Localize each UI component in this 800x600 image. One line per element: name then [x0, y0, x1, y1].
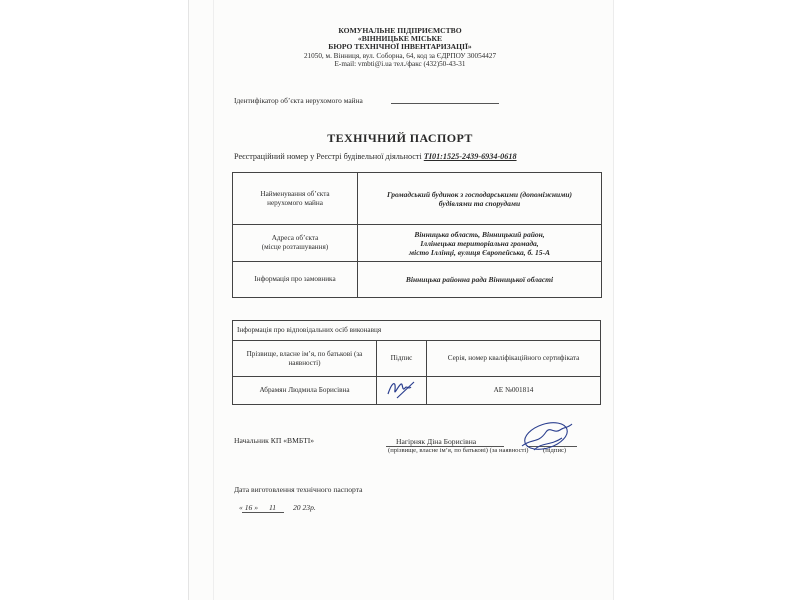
- date-day-underline: [242, 512, 264, 513]
- org-address: 21050, м. Вінниця, вул. Соборна, 64, код за ЄДРПОУ 30054427: [303, 51, 497, 60]
- chief-name-caption: (прізвище, власне ім’я, по батькові) (за наявності): [388, 447, 529, 454]
- name-value-line-1: Громадський будинок з господарськими (допоміжними): [386, 189, 573, 199]
- col-header-certificate: Серія, номер кваліфікаційного сертифіката: [427, 341, 601, 377]
- customer-value-cell: Вінницька районна рада Вінницької області: [358, 262, 602, 298]
- table-header-row: [233, 341, 601, 377]
- col-header-name: Прізвище, власне ім’я, по батькові (за наявності): [233, 341, 377, 377]
- page-fold-line: [213, 0, 214, 600]
- object-info-table: [232, 172, 602, 298]
- chief-label: Начальник КП «ВМБТІ»: [234, 436, 315, 445]
- address-value-line-3: місто Іллінці, вулиця Європейська, б. 15-А: [408, 247, 550, 257]
- identifier-label: Ідентифікатор об’єкта нерухомого майна: [234, 96, 363, 105]
- org-line-3: БЮРО ТЕХНІЧНОЇ ІНВЕНТАРИЗАЦІЇ»: [328, 42, 472, 52]
- address-value-line-2: Іллінецька територіальна громада,: [420, 238, 539, 248]
- address-label-line-1: Адреса об’єкта: [271, 234, 319, 242]
- table-row: [233, 262, 602, 298]
- address-label-line-2: (місце розташування): [261, 243, 329, 251]
- identifier-underline: [391, 103, 499, 104]
- name-label-line-1: Найменування об’єкта: [260, 189, 330, 198]
- address-label-cell: [233, 225, 358, 262]
- registration-number: ТІ01:1525-2439-6934-0618: [423, 152, 517, 161]
- executor-name-cell: Абрамян Людмила Борисівна: [233, 377, 377, 405]
- table-row: [233, 377, 601, 405]
- date-year: 20 23р.: [293, 503, 316, 512]
- chief-signature-caption: (підпис): [543, 447, 567, 454]
- name-label-cell: [233, 173, 358, 225]
- page-title: ТЕХНІЧНИЙ ПАСПОРТ: [327, 131, 473, 145]
- chief-signature-image: [516, 416, 576, 456]
- chief-name: Нагірняк Діна Борисівна: [396, 437, 477, 446]
- registration-line: [234, 152, 517, 161]
- customer-label-cell: Інформація про замовника: [233, 262, 358, 298]
- table-row: [233, 225, 602, 262]
- name-value-line-2: будівлями та спорудами: [438, 198, 521, 208]
- org-header: [188, 27, 612, 68]
- date-label: Дата виготовлення технічного паспорта: [234, 485, 363, 494]
- executors-table: [232, 320, 601, 405]
- executor-certificate-cell: АЕ №001814: [427, 377, 601, 405]
- executor-signature-image: [384, 378, 420, 400]
- org-contacts: E-mail: vmbti@i.ua тел./факс (432)50-43-31: [334, 59, 466, 68]
- name-label-line-2: нерухомого майна: [267, 198, 323, 207]
- date-month-underline: [262, 512, 284, 513]
- org-line-2: «ВІННИЦЬКЕ МІСЬКЕ: [357, 34, 443, 44]
- date-day: « 16 »: [239, 503, 258, 512]
- col-header-signature: Підпис: [377, 341, 427, 377]
- table-row: [233, 321, 601, 341]
- table-row: [233, 173, 602, 225]
- address-value-cell: [358, 225, 602, 262]
- registration-label: Реєстраційний номер у Реєстрі будівельної діяльності: [234, 152, 422, 161]
- executor-signature-cell: [377, 377, 427, 405]
- executors-title: Інформація про відповідальних осіб виконавця: [233, 321, 601, 341]
- date-month: 11: [269, 503, 277, 512]
- name-value-cell: [358, 173, 602, 225]
- org-line-1: КОМУНАЛЬНЕ ПІДПРИЄМСТВО: [338, 26, 462, 35]
- address-value-line-1: Вінницька область, Вінницький район,: [414, 229, 545, 239]
